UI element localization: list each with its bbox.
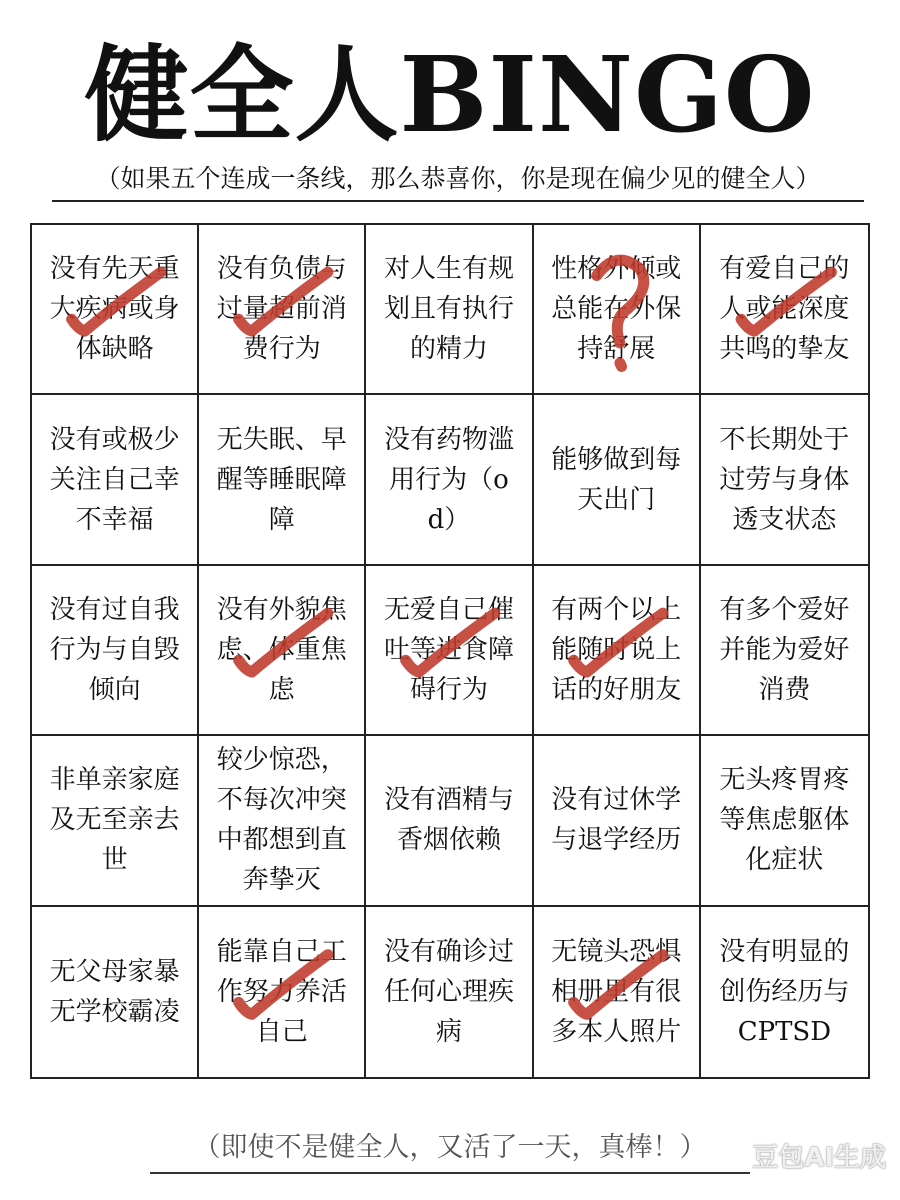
bingo-cell[interactable] — [199, 395, 366, 565]
bingo-cell[interactable] — [366, 736, 533, 906]
bingo-cell-text: 无失眠、早醒等睡眠障障 — [216, 424, 347, 535]
bingo-cell-text: 没有确诊过任何心理疾病 — [383, 936, 514, 1047]
bingo-cell-text: 没有酒精与香烟依赖 — [383, 785, 514, 856]
bingo-cell-text: 有两个以上能随时说上话的好朋友 — [551, 594, 682, 705]
bingo-cell[interactable] — [32, 566, 199, 736]
bingo-grid — [30, 223, 870, 1079]
bingo-cell-text: 能靠自己工作努力养活自己 — [216, 936, 347, 1047]
watermark-logo: 豆包AI生成 — [752, 1143, 886, 1173]
bingo-cell-text: 无镜头恐惧相册里有很多本人照片 — [551, 936, 682, 1047]
bingo-cell[interactable] — [32, 907, 199, 1077]
bingo-cell-text: 性格外倾或总能在外保持舒展 — [551, 254, 682, 365]
bingo-cell-text: 没有先天重大疾病或身体缺略 — [49, 254, 180, 365]
bingo-cell[interactable] — [32, 736, 199, 906]
bingo-cell-text: 没有过休学与退学经历 — [551, 785, 682, 856]
bingo-cell-text: 不长期处于过劳与身体透支状态 — [719, 424, 850, 535]
bingo-cell[interactable] — [701, 395, 868, 565]
bingo-cell[interactable] — [366, 225, 533, 395]
bingo-cell-text: 无爱自己催吐等进食障碍行为 — [383, 594, 514, 705]
bingo-cell[interactable] — [534, 395, 701, 565]
bingo-cell-text: 没有过自我行为与自毁倾向 — [49, 594, 180, 705]
bingo-cell[interactable] — [701, 736, 868, 906]
bingo-cell[interactable] — [32, 225, 199, 395]
bingo-cell[interactable] — [199, 225, 366, 395]
bingo-cell[interactable] — [701, 566, 868, 736]
bingo-cell[interactable] — [199, 566, 366, 736]
bingo-cell[interactable] — [701, 225, 868, 395]
bingo-cell[interactable] — [366, 395, 533, 565]
footer-text: （即使不是健全人，又活了一天，真棒！） — [193, 1132, 707, 1163]
subtitle: （如果五个连成一条线，那么恭喜你，你是现在偏少见的健全人） — [95, 164, 821, 193]
subtitle-underline — [52, 160, 864, 202]
bingo-cell-text: 非单亲家庭及无至亲去世 — [49, 765, 180, 876]
page-title: 健全人BINGO — [84, 33, 816, 156]
bingo-cell-text: 能够做到每天出门 — [551, 444, 682, 515]
bingo-cell[interactable] — [534, 736, 701, 906]
bingo-cell[interactable] — [366, 907, 533, 1077]
bingo-cell[interactable] — [534, 566, 701, 736]
bingo-cell-text: 无父母家暴无学校霸凌 — [49, 956, 180, 1027]
bingo-cell[interactable] — [534, 225, 701, 395]
bingo-cell-text: 没有负债与过量超前消费行为 — [216, 254, 347, 365]
bingo-cell[interactable] — [32, 395, 199, 565]
bingo-cell-text: 没有明显的创伤经历与CPTSD — [719, 936, 850, 1047]
bingo-cell[interactable] — [366, 566, 533, 736]
bingo-cell-text: 有爱自己的人或能深度共鸣的挚友 — [719, 254, 850, 365]
bingo-cell-text: 对人生有规划且有执行的精力 — [383, 254, 514, 365]
footer-underline — [150, 1128, 750, 1174]
bingo-cell-text: 没有药物滥用行为（od） — [383, 424, 514, 535]
bingo-cell[interactable] — [199, 907, 366, 1077]
bingo-cell-text: 没有或极少关注自己幸不幸福 — [49, 424, 180, 535]
bingo-cell-text: 较少惊恐，不每次冲突中都想到直奔挚灭 — [216, 745, 347, 896]
bingo-cell-text: 有多个爱好并能为爱好消费 — [719, 594, 850, 705]
bingo-cell-text: 没有外貌焦虑、体重焦虑 — [216, 594, 347, 705]
bingo-cell[interactable] — [701, 907, 868, 1077]
bingo-cell[interactable] — [534, 907, 701, 1077]
bingo-cell-text: 无头疼胃疼等焦虑躯体化症状 — [719, 765, 850, 876]
bingo-cell[interactable] — [199, 736, 366, 906]
